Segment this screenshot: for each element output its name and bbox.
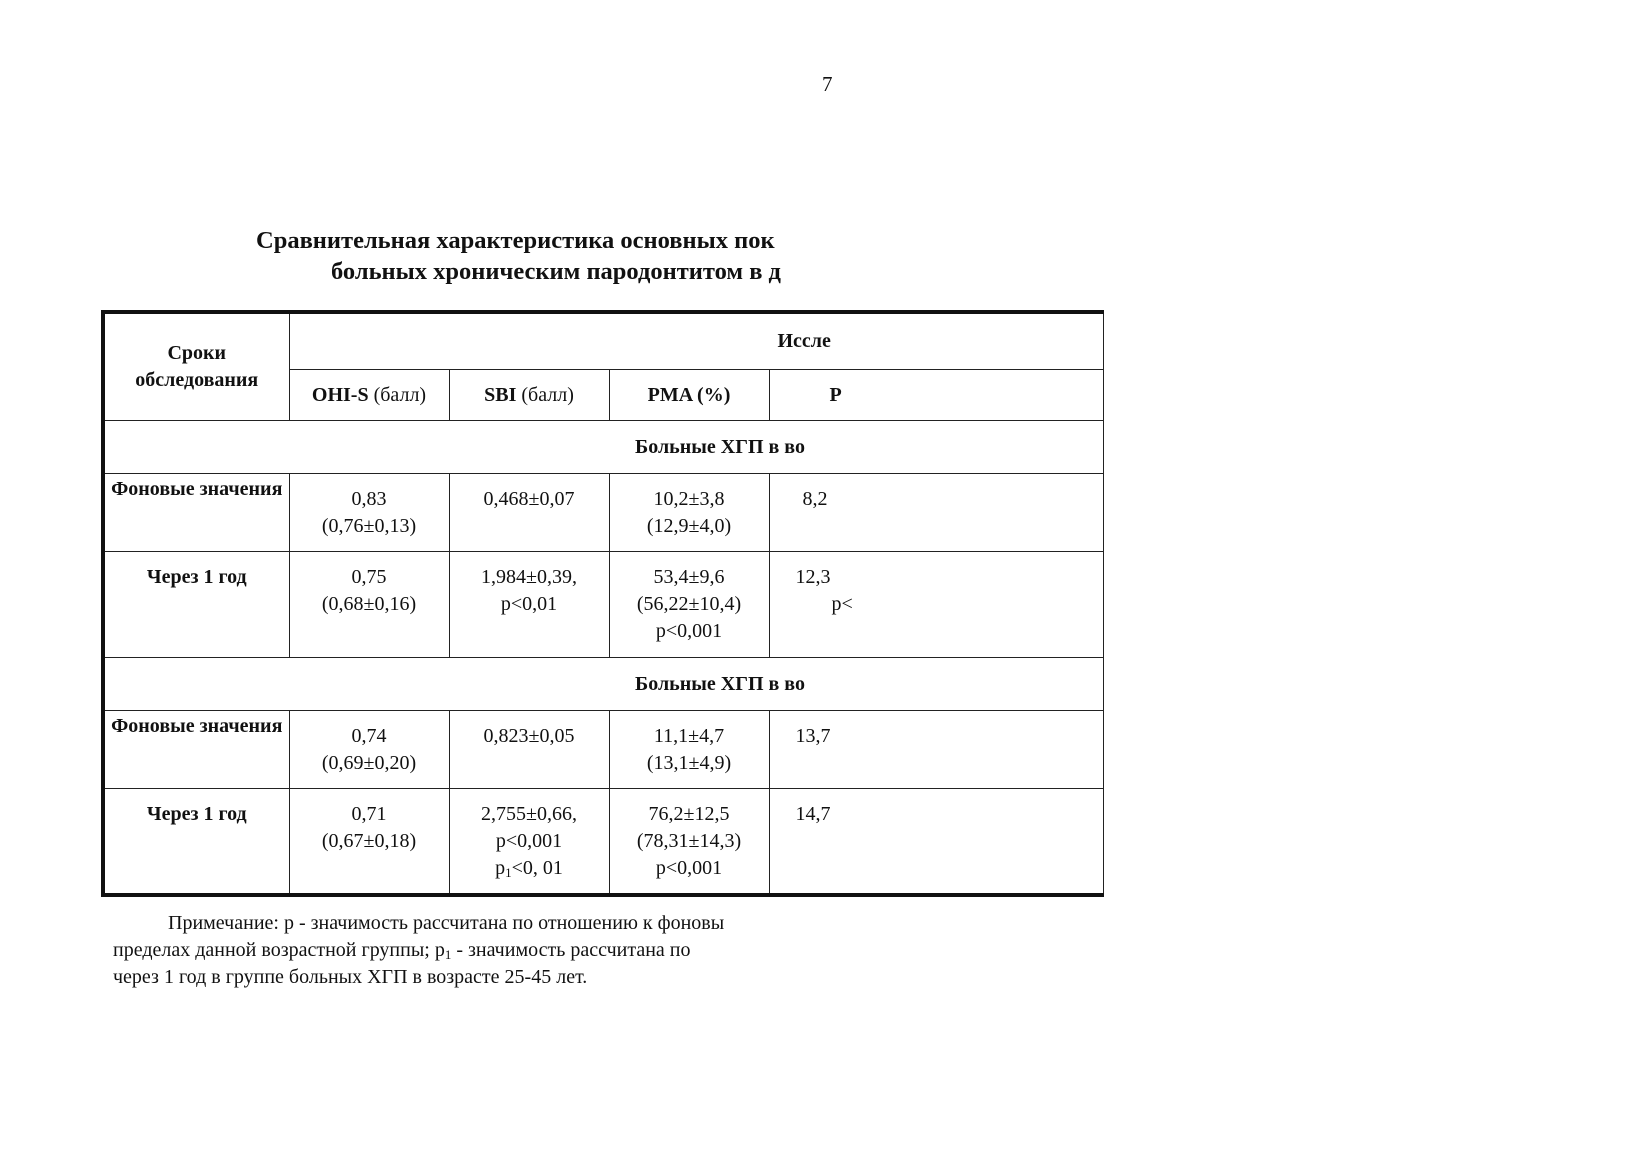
row-period-text: Через 1 год [146,566,247,588]
cell-sbi [449,711,609,789]
header-sbi-unit: (балл) [516,383,574,406]
cell-value: 11,1±4,7 [653,725,725,747]
header-pma [609,370,769,421]
cell-value: 13,7 [795,725,831,747]
cell-pma [609,711,769,789]
cell-ohis [289,552,449,658]
header-group [289,312,1103,370]
table-row [103,711,1103,789]
cell-p [769,711,1103,789]
cell-value: 0,468±0,07 [483,488,575,510]
cell-value: 8,2 [802,488,828,510]
header-group-label: Иссле [777,330,831,352]
cell-p [769,552,1103,658]
table-row [103,552,1103,658]
cell-value: p<0,01 [500,593,558,615]
cell-value: 14,7 [795,803,831,825]
cell-pma [609,474,769,552]
cell-ohis [289,474,449,552]
cell-value-p1 [450,855,609,882]
note-line-2-text: пределах данной возрастной группы; $p_1$ - значимость рассчитана по [113,939,691,962]
header-ohis-name: OHI-S [311,383,369,406]
note-line-2 [113,937,831,964]
row-period-text: Через 1 год [146,803,247,825]
cell-value: p<0,001 [655,857,723,879]
section-1-title [103,421,1103,474]
page-number: 7 [822,72,833,96]
header-period [103,312,289,421]
cell-value: (0,68±0,16) [321,593,417,615]
header-sbi-name: SBI [484,383,517,406]
header-p-name: P [829,383,842,406]
cell-value: 10,2±3,8 [653,488,725,510]
cell-value: 53,4±9,6 [653,566,725,588]
header-pma-name: PMA (%) [647,383,731,406]
cell-value: (0,69±0,20) [321,752,417,774]
note-line-1: Примечание: p - значимость рассчитана по отношению к фоновы [168,912,725,934]
p1-subscript: 1 [505,865,512,880]
cell-value: 0,83 [351,488,387,510]
cell-sbi [449,789,609,895]
note-line-3: через 1 год в группе больных ХГП в возрасте 25-45 лет. [113,966,588,988]
section-2-title-text: Больные ХГП в во [635,672,805,695]
cell-value: 0,75 [351,566,387,588]
header-ohis-unit: (балл) [368,383,427,406]
cell-p [769,474,1103,552]
table-note [113,910,831,991]
cell-pma [609,789,769,895]
row-period [103,474,289,552]
header-ohis [289,370,449,421]
cell-p [769,789,1103,895]
cell-value: 1,984±0,39, [481,566,577,588]
title-line-1: Сравнительная характеристика основных пок [256,227,775,254]
section-1-title-text: Больные ХГП в во [635,435,805,458]
section-2-title [103,658,1103,711]
cell-value: 0,71 [351,803,387,825]
cell-sbi [449,474,609,552]
cell-value: p< [831,593,853,615]
row-period-text: Фоновые значения [111,478,283,500]
cell-ohis [289,789,449,895]
header-p [769,370,1103,421]
cell-value: (78,31±14,3) [636,830,742,852]
comparison-table [101,310,853,900]
cell-sbi [449,552,609,658]
header-period-label: Сроки обследования [135,342,259,391]
cell-ohis [289,711,449,789]
cell-value: 0,823±0,05 [483,725,575,747]
title-line-2: больных хроническим пародонтитом в д [331,258,781,285]
cell-value: 2,755±0,66, [481,803,577,825]
cell-pma [609,552,769,658]
row-period-text: Фоновые значения [111,715,283,737]
cell-value: (0,67±0,18) [321,830,417,852]
header-sbi [449,370,609,421]
row-period [103,711,289,789]
cell-value: p<0,001 [495,830,563,852]
p1-value: <0, 01 [511,857,563,879]
cell-value: (0,76±0,13) [321,515,417,537]
cell-value: 0,74 [351,725,387,747]
cell-value: (12,9±4,0) [646,515,732,537]
cell-value: 76,2±12,5 [648,803,730,825]
table-row [103,789,1103,895]
cell-value: (56,22±10,4) [636,593,742,615]
cell-value: 12,3 [795,566,831,588]
p1-prefix: p [495,857,506,879]
row-period [103,789,289,895]
cell-value: (13,1±4,9) [646,752,732,774]
cell-value: p<0,001 [655,620,723,642]
table-row [103,474,1103,552]
row-period [103,552,289,658]
